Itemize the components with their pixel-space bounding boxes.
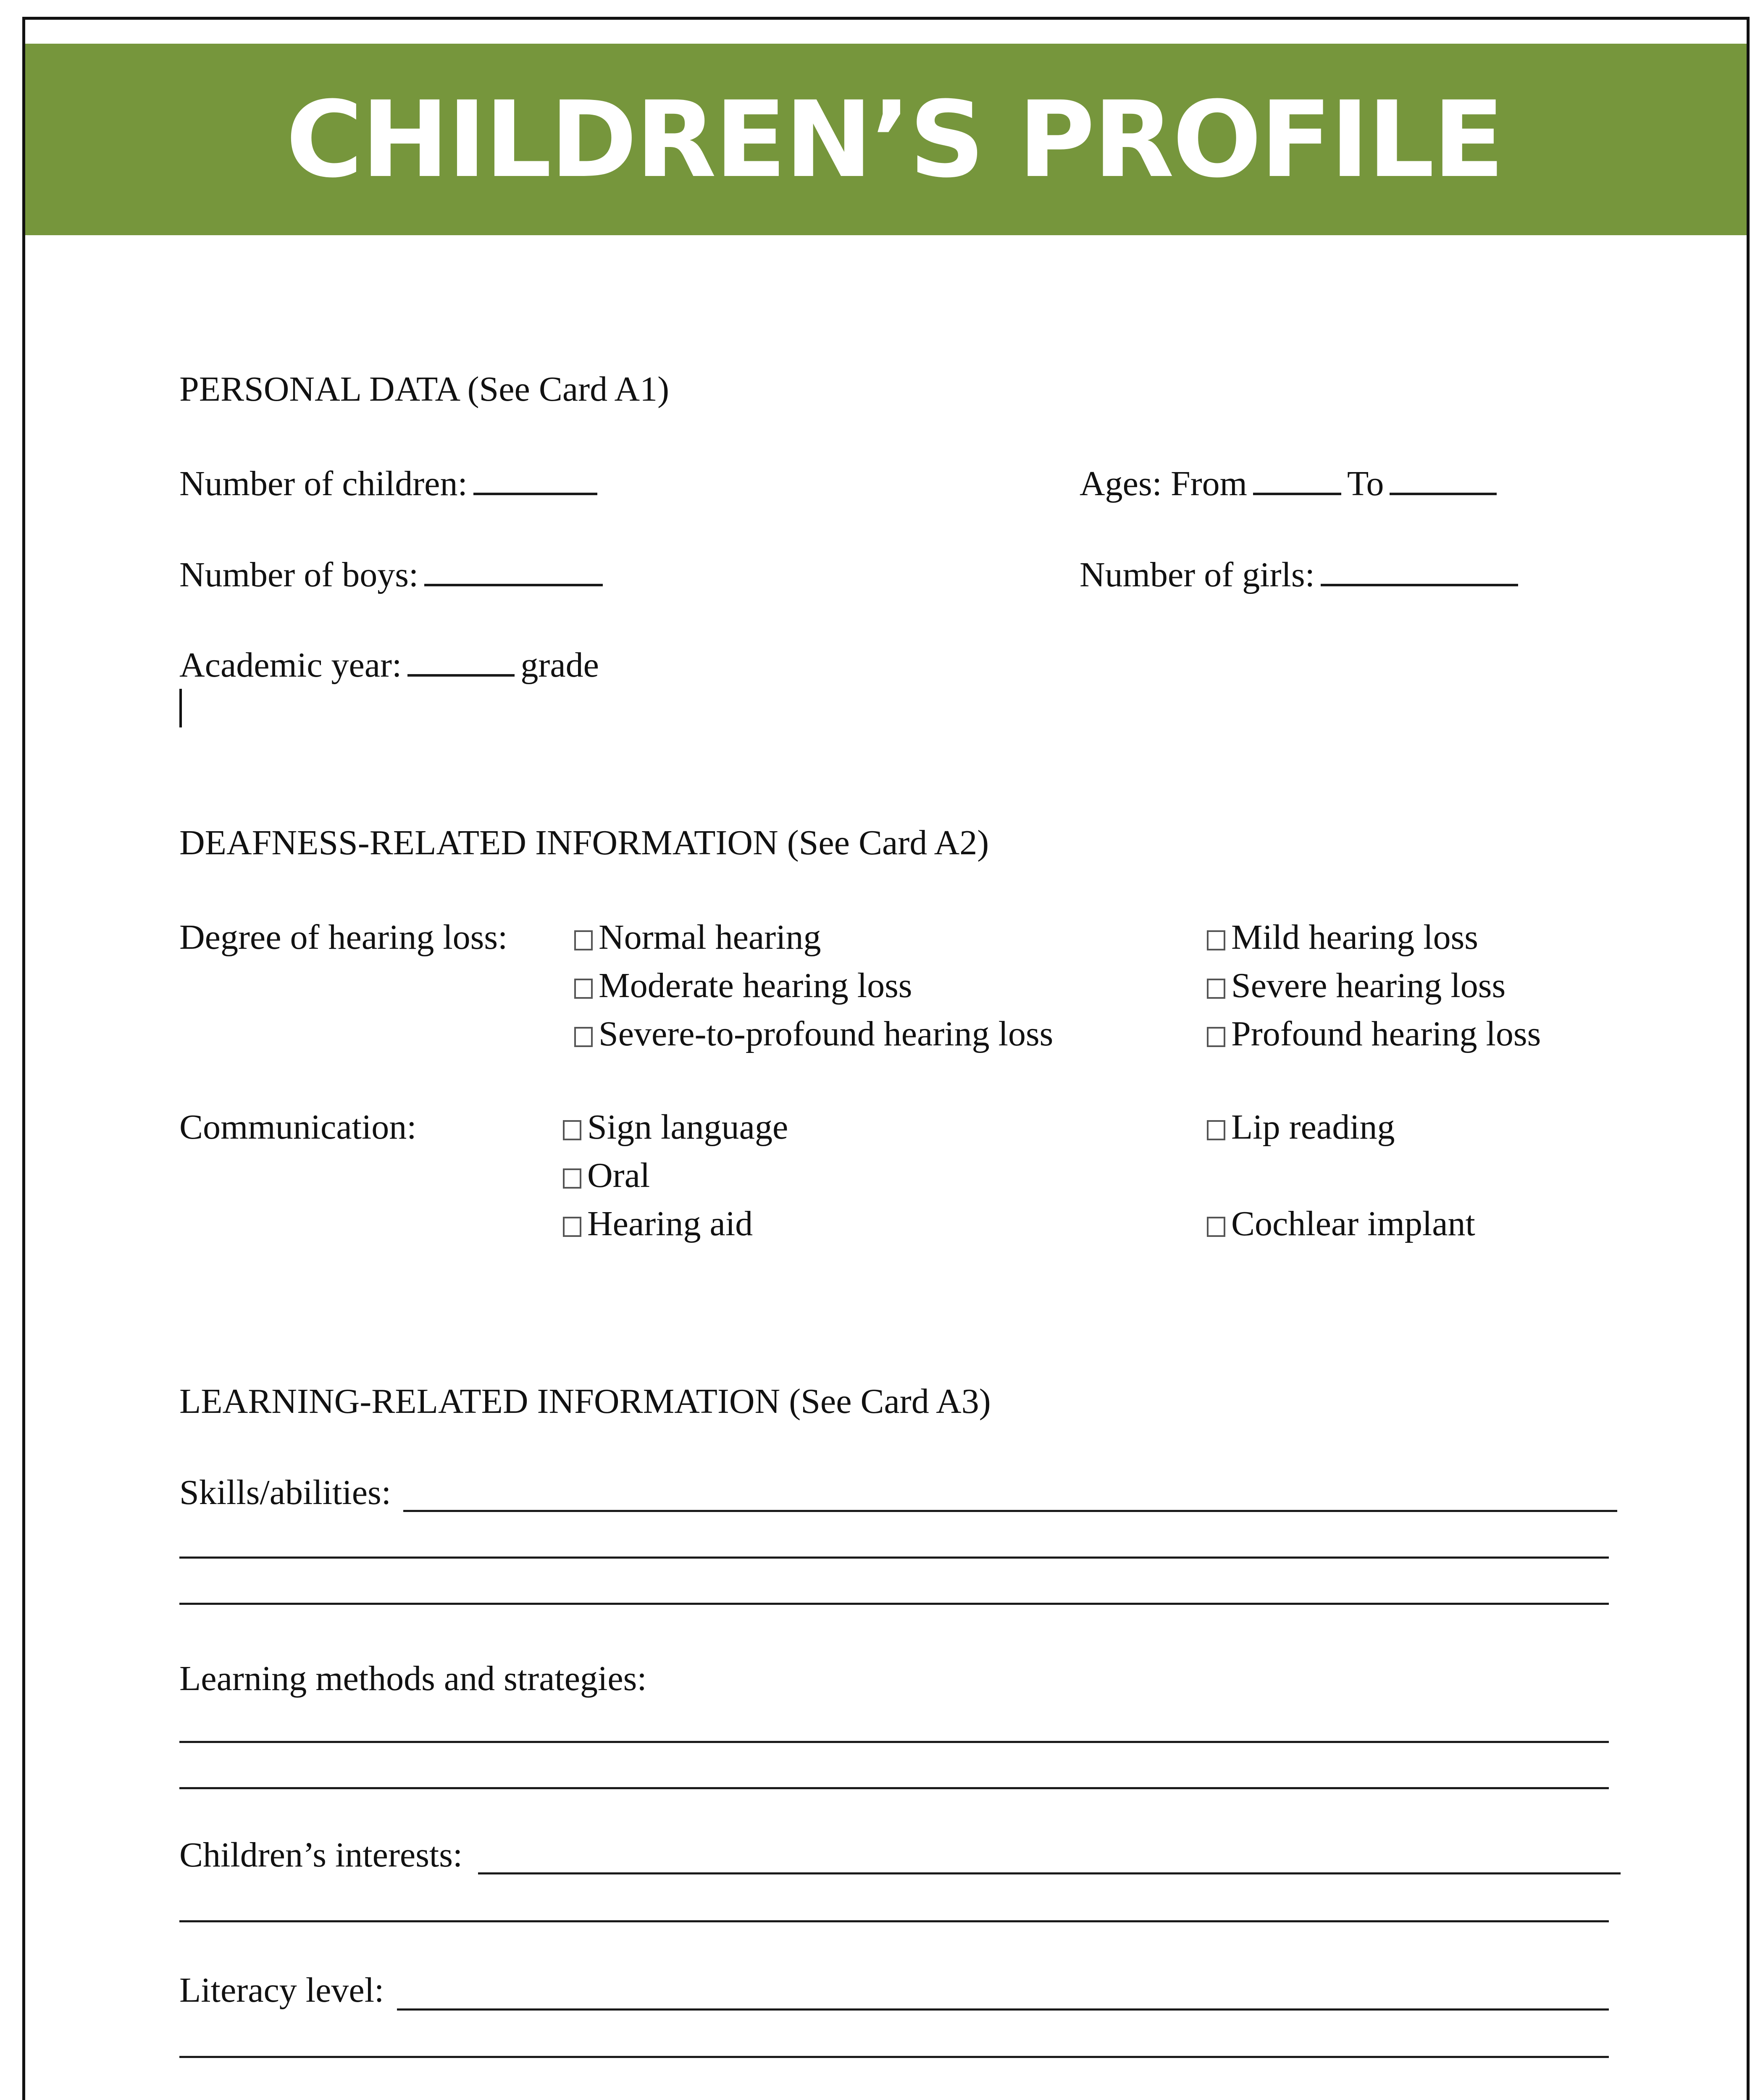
checkbox-label: Normal hearing <box>599 918 821 957</box>
checkbox-label: Hearing aid <box>587 1204 753 1243</box>
checkbox-box[interactable] <box>574 1027 593 1047</box>
title-banner <box>25 44 1747 235</box>
number-of-boys-field[interactable] <box>424 554 603 586</box>
checkbox-sign-language[interactable] <box>563 1110 788 1145</box>
ages-from-field[interactable] <box>1253 463 1341 495</box>
checkbox-box[interactable] <box>1207 1027 1225 1047</box>
checkbox-hearing-aid[interactable] <box>563 1206 753 1242</box>
checkbox-label: Profound hearing loss <box>1231 1014 1541 1053</box>
number-of-girls-field[interactable] <box>1321 554 1518 586</box>
checkbox-label: Severe-to-profound hearing loss <box>599 1014 1054 1053</box>
learning-methods-label: Learning methods and strategies: <box>179 1659 647 1698</box>
checkbox-moderate-hearing-loss[interactable] <box>574 968 912 1003</box>
number-of-boys-label: Number of boys: <box>179 555 419 594</box>
academic-year-label: Academic year: <box>179 646 402 685</box>
learning-methods-line[interactable] <box>179 1741 1609 1743</box>
checkbox-normal-hearing[interactable] <box>574 920 821 955</box>
number-of-girls-label: Number of girls: <box>1080 555 1315 594</box>
checkbox-label: Mild hearing loss <box>1231 918 1478 957</box>
checkbox-box[interactable] <box>563 1217 581 1237</box>
checkbox-box[interactable] <box>1207 1120 1225 1140</box>
academic-year-field[interactable] <box>407 645 515 677</box>
checkbox-box[interactable] <box>1207 1217 1225 1237</box>
learning-methods-line[interactable] <box>179 1787 1609 1789</box>
checkbox-label: Sign language <box>587 1108 788 1147</box>
personal-data-heading: PERSONAL DATA (See Card A1) <box>179 370 670 409</box>
number-of-girls-row <box>1080 554 1524 593</box>
ages-to-label: To <box>1347 464 1384 503</box>
checkbox-mild-hearing-loss[interactable] <box>1207 920 1478 955</box>
number-of-boys-row <box>179 554 609 593</box>
literacy-level-label: Literacy level: <box>179 1971 384 2010</box>
text-cursor <box>179 689 182 727</box>
degree-of-hearing-loss-label: Degree of hearing loss: <box>179 918 508 957</box>
checkbox-cochlear-implant[interactable] <box>1207 1206 1475 1242</box>
checkbox-label: Cochlear implant <box>1231 1204 1475 1243</box>
ages-to-field[interactable] <box>1390 463 1497 495</box>
number-of-children-row <box>179 463 603 501</box>
communication-label: Communication: <box>179 1108 417 1147</box>
number-of-children-field[interactable] <box>473 463 597 495</box>
checkbox-label: Severe hearing loss <box>1231 966 1506 1005</box>
checkbox-box[interactable] <box>574 930 593 950</box>
skills-abilities-line[interactable] <box>179 1557 1609 1559</box>
childrens-interests-label: Children’s interests: <box>179 1835 463 1874</box>
checkbox-severe-hearing-loss[interactable] <box>1207 968 1506 1003</box>
checkbox-severe-to-profound-hearing-loss[interactable] <box>574 1016 1053 1052</box>
checkbox-label: Lip reading <box>1231 1108 1395 1147</box>
skills-abilities-field[interactable] <box>403 1510 1617 1512</box>
form-title: CHILDREN’S PROFILE <box>286 78 1503 201</box>
literacy-level-line[interactable] <box>179 2056 1609 2058</box>
skills-abilities-label: Skills/abilities: <box>179 1473 391 1512</box>
checkbox-label: Moderate hearing loss <box>599 966 912 1005</box>
checkbox-box[interactable] <box>1207 930 1225 950</box>
checkbox-box[interactable] <box>563 1168 581 1189</box>
ages-from-label: Ages: From <box>1080 464 1247 503</box>
deafness-heading: DEAFNESS-RELATED INFORMATION (See Card A2) <box>179 823 989 862</box>
literacy-level-field[interactable] <box>397 2008 1609 2011</box>
checkbox-label: Oral <box>587 1156 650 1195</box>
academic-year-row <box>179 645 599 683</box>
learning-heading: LEARNING-RELATED INFORMATION (See Card A3) <box>179 1382 991 1421</box>
checkbox-box[interactable] <box>563 1120 581 1140</box>
skills-abilities-line[interactable] <box>179 1603 1609 1605</box>
checkbox-oral[interactable] <box>563 1158 650 1193</box>
checkbox-box[interactable] <box>574 979 593 999</box>
childrens-interests-line[interactable] <box>179 1920 1609 1922</box>
childrens-interests-field[interactable] <box>478 1872 1621 1874</box>
checkbox-profound-hearing-loss[interactable] <box>1207 1016 1541 1052</box>
checkbox-box[interactable] <box>1207 979 1225 999</box>
number-of-children-label: Number of children: <box>179 464 468 503</box>
ages-row <box>1080 463 1503 501</box>
checkbox-lip-reading[interactable] <box>1207 1110 1395 1145</box>
grade-label: grade <box>520 646 599 685</box>
